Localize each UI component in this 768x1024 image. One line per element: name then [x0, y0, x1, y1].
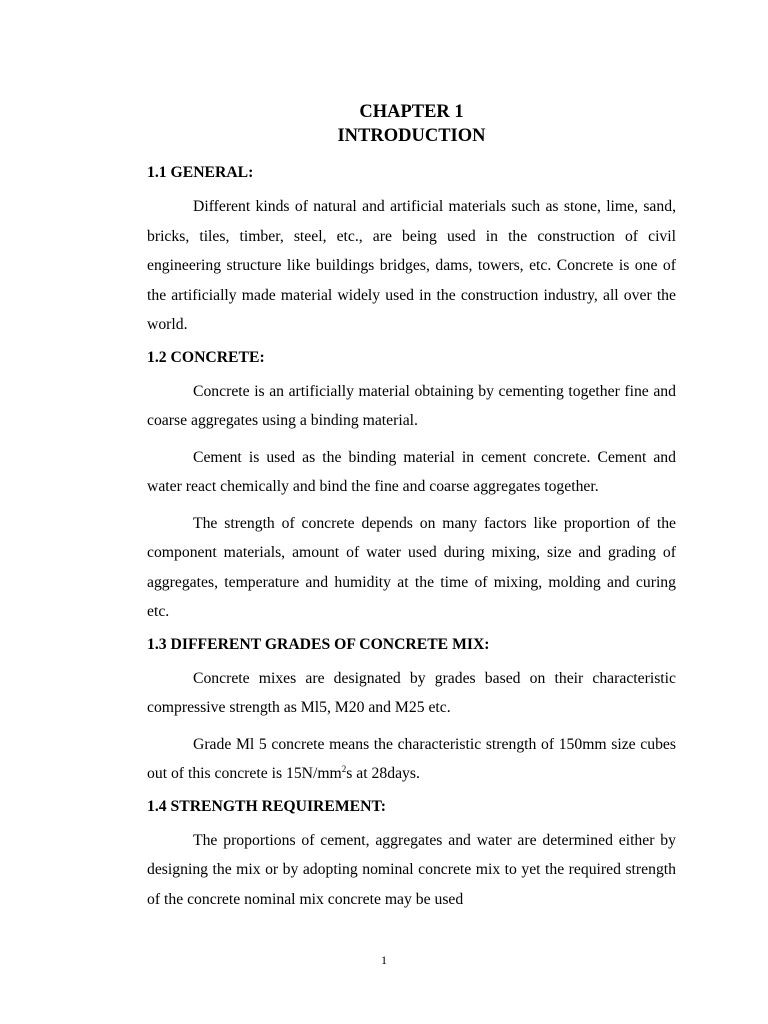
superscript-squared: 2 — [341, 763, 347, 774]
paragraph-grades-2-text: Grade Ml 5 concrete means the characteristic strength of 150mm size cubes out of this concrete is 15N/mm — [147, 735, 676, 782]
paragraph-concrete-3: The strength of concrete depends on many factors like proportion of the component materials, amount of water used during mixing, size and grading of aggregates, temperature and humidity at the time of mixing, molding and curing etc. — [147, 514, 676, 620]
paragraph-grades-2 — [147, 730, 676, 789]
paragraph-strength-1: The proportions of cement, aggregates and water are determined either by designing the mix or by adopting nominal concrete mix to yet the required strength of the concrete nominal mix concrete may be used — [147, 831, 676, 908]
paragraph-general-1: Different kinds of natural and artificial materials such as stone, lime, sand, bricks, tiles, timber, steel, etc., are being used in the construction of civil engineering structure like buildings bridges, dams, towers, etc. Concrete is one of the artificially made material widely used in the construction industry, all over the world. — [147, 198, 676, 333]
paragraph-grades-2-tail: s at 28days. — [346, 765, 420, 782]
page-content — [147, 100, 676, 921]
paragraph-concrete-1: Concrete is an artificially material obtaining by cementing together fine and coarse aggregates using a binding material. — [147, 382, 676, 429]
page-number: 1 — [381, 953, 387, 967]
section-heading-concrete: 1.2 CONCRETE: — [147, 348, 265, 366]
chapter-title: CHAPTER 1 — [359, 102, 464, 122]
section-heading-strength: 1.4 STRENGTH REQUIREMENT: — [147, 797, 386, 815]
chapter-subtitle: INTRODUCTION — [337, 126, 486, 146]
paragraph-concrete-2: Cement is used as the binding material in cement concrete. Cement and water react chemically and bind the fine and coarse aggregates together. — [147, 448, 676, 495]
section-heading-general: 1.1 GENERAL: — [147, 164, 254, 181]
section-heading-grades: 1.3 DIFFERENT GRADES OF CONCRETE MIX: — [147, 635, 490, 653]
paragraph-grades-1: Concrete mixes are designated by grades based on their characteristic compressive strength as Ml5, M20 and M25 etc. — [147, 669, 676, 716]
